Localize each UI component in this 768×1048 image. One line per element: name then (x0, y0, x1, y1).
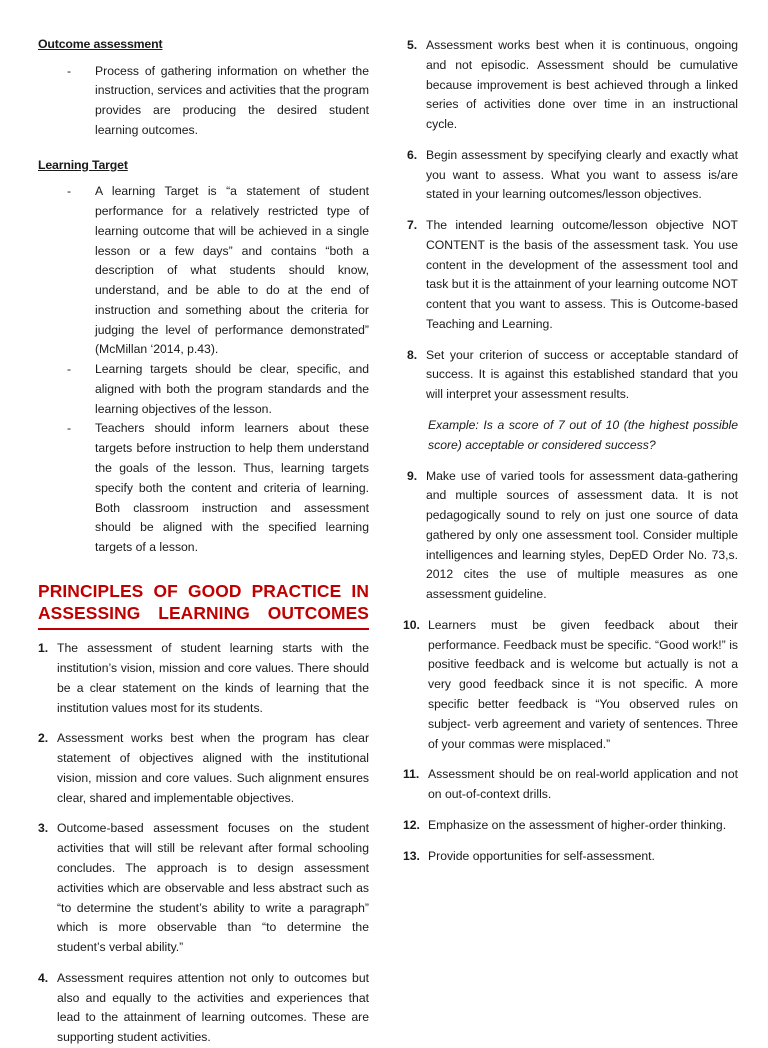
list-item (399, 816, 738, 836)
list-item (30, 639, 369, 718)
list-item-number: 10. (403, 617, 420, 632)
list-item-text: Begin assessment by specifying clearly and exactly what you want to assess. What you want to assess is/are stated in your learning outcomes/lesson objectives. (426, 147, 738, 202)
list-item-number: 11. (403, 767, 420, 782)
list-item-text: A learning Target is “a statement of student performance for a relatively restricted type of learning outcome that will be achieved in a single lesson or a few days” and contains “both a description of what students should know, understand, and be able to do at the end of instruction and something about the criteria for judging the level of performance demonstrated” (McMillan ‘2014, p.43). (95, 184, 369, 357)
principles-list-left (30, 639, 369, 1048)
list-item (399, 146, 738, 205)
list-item-text: Set your criterion of success or acceptable standard of success. It is against this established standard that you will interpret your assessment results. (426, 347, 738, 402)
heading-learning-target: Learning Target (38, 157, 128, 172)
learning-target-bullets (30, 182, 369, 558)
list-item-number: 1. (38, 641, 49, 656)
list-item-number: 8. (407, 347, 418, 362)
right-column (399, 36, 738, 866)
list-item (399, 36, 738, 135)
list-item (30, 969, 369, 1048)
list-item-number: 6. (407, 147, 418, 162)
list-item-text: Make use of varied tools for assessment data-gathering and multiple sources of assessment data. It is not pedagogically sound to rely on just one source of data gathered by only one assessment tool. Consider multiple intelligences and learning styles, DepED Order No. 73,s. 2012 cites the use of multiple measures as one assessment guideline. (426, 468, 738, 602)
principles-list-right (399, 36, 738, 405)
list-item-text: The intended learning outcome/lesson objective NOT CONTENT is the basis of the assessment task. You use content in the development of the assessment tool and task but it is the attainment of your learning outcome NOT content that you want to assess. This is Outcome-based Teaching and Learning. (426, 218, 738, 331)
list-item-number: 12. (403, 817, 420, 832)
list-item-text: Assessment works best when it is continuous, ongoing and not episodic. Assessment should be cumulative because improvement is best achieved through a linked series of activities done over time in an instructional cycle. (426, 38, 738, 132)
list-item-number: 13. (403, 848, 420, 863)
example-note: Example: Is a score of 7 out of 10 (the highest possible score) acceptable or considered success? (428, 418, 738, 452)
left-column (30, 36, 369, 1048)
dash-bullet-icon: - (67, 362, 72, 377)
list-item (30, 419, 369, 557)
list-item-text: Learning targets should be clear, specific, and aligned with both the program standards and the learning objectives of the lesson. (95, 362, 369, 416)
list-item-text: Assessment should be on real-world application and not on out-of-context drills. (428, 767, 738, 802)
list-item-number: 9. (407, 468, 418, 483)
list-item (30, 182, 369, 360)
page-title-principles: PRINCIPLES OF GOOD PRACTICE IN ASSESSING LEARNING OUTCOMES (38, 580, 369, 631)
list-item-text: Process of gathering information on whether the instruction, services and activities that the program provides are producing the desired student learning outcomes. (95, 63, 369, 137)
list-item (399, 346, 738, 405)
list-item-text: Assessment works best when the program has clear statement of objectives aligned with the institutional vision, mission and core values. Such alignment ensures clear, shared and implementable objectives. (57, 731, 369, 805)
list-item-text: The assessment of student learning starts with the institution’s vision, mission and core values. There should be a clear statement on the kinds of learning that the institution values most for its students. (57, 641, 369, 715)
list-item (30, 819, 369, 957)
list-item-number: 7. (407, 218, 418, 233)
list-item (30, 729, 369, 808)
list-item-text: Learners must be given feedback about their performance. Feedback must be specific. “Good work!” is positive feedback and is welcome but actually is not a very good feedback since it is not specific. A more specific better feedback is “You observed rules on subject- verb agreement and variety of sentences. Three of your commas were misplaced.” (428, 617, 738, 751)
heading-outcome-assessment: Outcome assessment (38, 37, 163, 51)
list-item-text: Teachers should inform learners about these targets before instruction to help them understand the goals of the lesson. Thus, learning targets specify both the content and criteria of learning. Both classroom instruction and assessment should be aligned with the specified learning targets of a lesson. (95, 421, 369, 555)
outcome-assessment-bullets (30, 62, 369, 141)
list-item (399, 216, 738, 335)
list-item-number: 2. (38, 731, 49, 746)
list-item (30, 62, 369, 141)
list-item-number: 5. (407, 38, 418, 52)
list-item-text: Emphasize on the assessment of higher-order thinking. (428, 817, 727, 832)
list-item (399, 765, 738, 805)
two-column-layout (30, 36, 738, 1048)
list-item-text: Assessment requires attention not only to outcomes but also and equally to the activities and experiences that lead to the attainment of learning outcomes. These are supporting student activities. (57, 970, 369, 1045)
list-item-number: 4. (38, 970, 49, 985)
list-item-text: Outcome-based assessment focuses on the student activities that will still be relevant after formal schooling concludes. The approach is to design assessment activities which are observable and less abstract such as “to determine the student’s ability to write a paragraph” which is more observable than “to determine the student’s verbal ability.” (57, 821, 369, 955)
dash-bullet-icon: - (67, 421, 72, 436)
list-item (399, 467, 738, 605)
list-item (30, 360, 369, 419)
list-item (399, 616, 738, 754)
list-item-text: Provide opportunities for self-assessment. (428, 848, 655, 863)
list-item (399, 847, 738, 867)
list-item-number: 3. (38, 821, 49, 836)
dash-bullet-icon: - (67, 63, 72, 78)
principles-list-right-continued (399, 467, 738, 867)
dash-bullet-icon: - (67, 184, 72, 199)
